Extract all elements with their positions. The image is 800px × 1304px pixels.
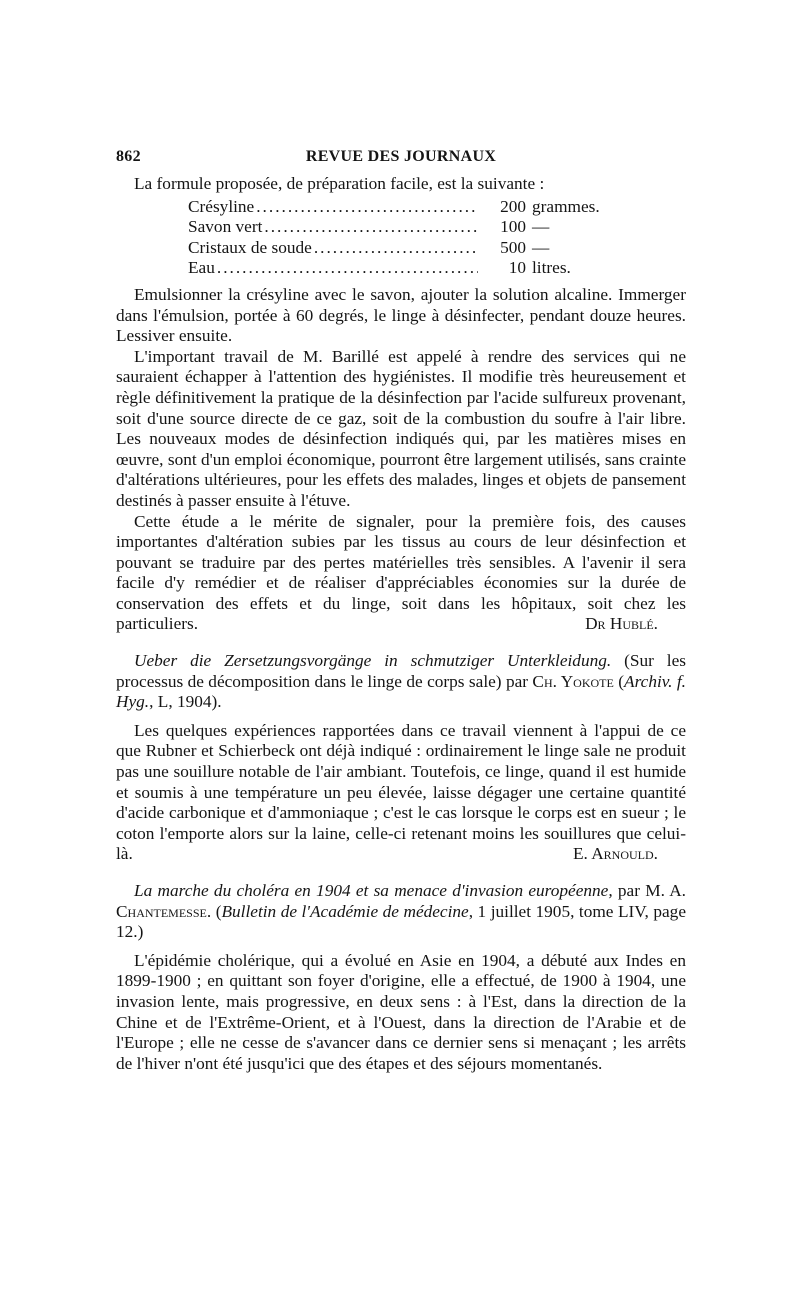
ingredient-name: Savon vert	[188, 217, 263, 237]
page	[116, 148, 686, 1074]
article-by: par M. A.	[612, 881, 686, 900]
ingredient-unit: —	[532, 217, 550, 237]
journal-name: Bulletin de l'Académie de médecine	[221, 901, 469, 921]
formula-table	[188, 197, 618, 279]
ref-open: . (	[206, 901, 222, 921]
leader-dots	[256, 197, 478, 218]
article-heading	[116, 651, 686, 713]
ingredient-name: Crésyline	[188, 196, 255, 216]
formula-row	[188, 197, 618, 218]
ingredient-name: Eau	[188, 258, 215, 278]
page-number: 862	[116, 148, 141, 165]
ingredient-qty: 10	[508, 258, 526, 278]
ref-open: (	[613, 671, 625, 691]
signature: Dr Hublé.	[585, 614, 658, 634]
ingredient-name: Cristaux de soude	[188, 237, 312, 257]
paragraph	[116, 512, 686, 636]
ingredient-unit: grammes.	[532, 196, 600, 216]
paragraph	[116, 721, 686, 865]
formula-intro: La formule proposée, de préparation facile, est la suivante :	[134, 174, 545, 193]
formula-row	[188, 258, 618, 279]
ingredient-qty: 500	[500, 237, 526, 257]
paragraph: Emulsionner la crésyline avec le savon, ajouter la solution alcaline. Immerger dans l'émulsion, portée à 60 degrés, le linge à désinfecter, pendant douze heures. Lessiver ensuite.	[116, 284, 686, 346]
leader-dots	[264, 217, 478, 238]
ingredient-qty: 100	[500, 217, 526, 237]
journal-name: Archiv. f. Hyg.	[116, 671, 686, 712]
article-title: La marche du choléra en 1904 et sa menace d'invasion européenne,	[134, 881, 613, 900]
paragraph: L'épidémie cholérique, qui a évolué en Asie en 1904, a débuté aux Indes en 1899-1900 ; en quittant son foyer d'origine, elle a effectué, de 1900 à 1904, une invasion lente, mais progressive, en deux sens : à l'Est, dans la direction de la Chine et de l'Extrême-Orient, et à l'Ouest, dans la direction de l'Arabie et de l'Europe ; elle ne cesse de s'avancer dans ce dernier sens si menaçant ; les arrêts de l'hiver n'ont été jusqu'ici que des étapes et des séjours momentanés.	[116, 950, 686, 1073]
paragraph: L'important travail de M. Barillé est appelé à rendre des services qui ne sauraient échapper à l'attention des hygiénistes. Il modifie très heureusement et règle définitivement la pratique de la désinfection par l'acide sulfureux provenant, soit d'une source directe de ce gaz, soit de la combustion du soufre à l'air libre. Les nouveaux modes de désinfection indiqués qui, par les matières mises en œuvre, sont d'un emploi économique, pourront être largement utilisés, sans crainte d'altérations ultérieures, pour les effets des malades, linges et objets de pansement destinés à passer ensuite à l'étuve.	[116, 346, 686, 510]
article-title: Ueber die Zersetzungsvorgänge in schmutziger Unterkleidung.	[134, 651, 612, 671]
signature: E. Arnould.	[572, 844, 658, 864]
running-head	[116, 148, 686, 174]
article-author: Chantemesse	[116, 901, 207, 921]
leader-dots	[217, 258, 478, 279]
journal-ref: , 1 juillet 1905, tome LIV, page 12.)	[116, 901, 686, 942]
formula-row	[188, 217, 618, 238]
paragraph-text: Les quelques expériences rapportées dans ce travail viennent à l'appui de ce que Rubner et Schierbeck ont déjà indiqué : ordinairement le linge sale ne produit pas une souillure notable de l'air ambiant. Toutefois, ce linge, quand il est humide et soumis à une température un peu élevée, laisse dégager une certaine quantité d'acide carbonique et d'ammoniaque ; c'est le cas lorsque le corps est en sueur ; le coton l'emporte alors sur la laine, celle-ci retenant moins les souillures que celui-là.	[116, 720, 686, 864]
ingredient-qty: 200	[500, 196, 526, 216]
leader-dots	[314, 238, 478, 259]
article-author: Ch. Yokote	[532, 671, 614, 691]
paragraph-text: Cette étude a le mérite de signaler, pour la première fois, des causes importantes d'altération subies par les tissus au cours de leur désinfection et pouvant se traduire par des pertes matérielles très sensibles. A l'avenir il sera facile d'y remédier et de réaliser d'appréciables économies sur la durée de conservation des effets et du linge, soit dans les hôpitaux, soit chez les particuliers.	[116, 511, 686, 634]
ingredient-unit: litres.	[532, 258, 571, 278]
ingredient-unit: —	[532, 237, 550, 257]
article-heading	[116, 881, 686, 943]
journal-ref: , L, 1904).	[149, 692, 222, 712]
running-title: REVUE DES JOURNAUX	[305, 148, 497, 165]
formula-row	[188, 238, 618, 259]
article-subtitle: (Sur les processus de décomposition dans le linge de corps sale) par	[116, 651, 686, 691]
